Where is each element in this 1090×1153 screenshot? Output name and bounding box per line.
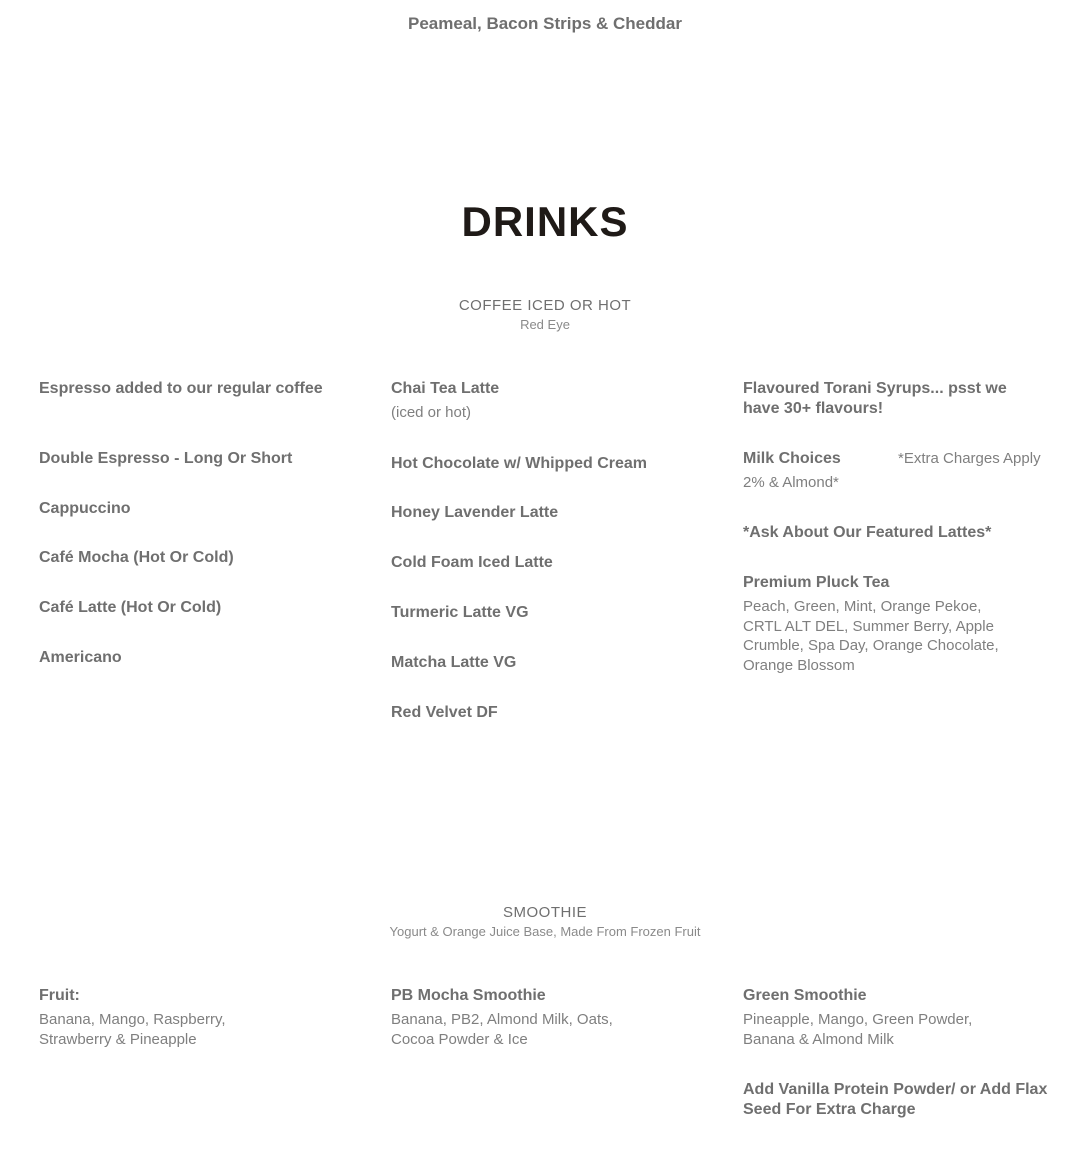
menu-item-name: Cold Foam Iced Latte xyxy=(391,554,553,571)
menu-item-name: Add Vanilla Protein Powder/ or Add Flax Seed For Extra Charge xyxy=(743,1081,1048,1118)
menu-item xyxy=(743,523,1053,573)
menu-item-name: Double Espresso - Long Or Short xyxy=(39,450,293,467)
smoothie-column-3 xyxy=(743,986,1048,1120)
menu-item-description: Banana, PB2, Almond Milk, Oats, Cocoa Powder & Ice xyxy=(391,1011,613,1048)
coffee-column-3 xyxy=(743,379,1053,675)
menu-item xyxy=(743,1080,1048,1120)
menu-item xyxy=(391,454,711,503)
menu-item xyxy=(391,603,711,653)
menu-item xyxy=(39,548,339,598)
menu-item-description: (iced or hot) xyxy=(391,404,472,421)
menu-item-description: 2% & Almond* xyxy=(743,474,839,491)
menu-item-description: Banana, Mango, Raspberry, Strawberry & Pineapple xyxy=(39,1011,226,1048)
menu-item-name: PB Mocha Smoothie xyxy=(391,987,546,1004)
menu-item xyxy=(743,379,1043,449)
menu-item xyxy=(743,573,1008,675)
menu-item-name: *Ask About Our Featured Lattes* xyxy=(743,524,992,541)
menu-item xyxy=(391,503,711,553)
menu-item-name: Espresso added to our regular coffee xyxy=(39,380,323,397)
smoothie-header xyxy=(0,903,1090,941)
menu-item xyxy=(39,648,339,668)
menu-item xyxy=(391,553,711,603)
menu-item-name: Café Latte (Hot Or Cold) xyxy=(39,599,222,616)
menu-item xyxy=(391,703,711,723)
menu-item xyxy=(743,986,1003,1080)
menu-item xyxy=(39,598,339,648)
menu-item xyxy=(39,986,269,1049)
menu-item-name: Cappuccino xyxy=(39,500,131,517)
menu-item-description: Peach, Green, Mint, Orange Pekoe, CRTL ALT DEL, Summer Berry, Apple Crumble, Spa Day, Orange Chocolate, Orange Blossom xyxy=(743,598,999,674)
menu-item xyxy=(391,379,711,454)
category-title-smoothie: SMOOTHIE xyxy=(502,904,587,921)
menu-item-name: Chai Tea Latte xyxy=(391,380,500,397)
menu-item-name: Matcha Latte VG xyxy=(391,654,517,671)
menu-item-name: Fruit: xyxy=(39,987,80,1004)
coffee-header xyxy=(0,296,1090,334)
menu-item-name: Turmeric Latte VG xyxy=(391,604,529,621)
menu-item-name: Hot Chocolate w/ Whipped Cream xyxy=(391,455,648,472)
smoothie-column-1 xyxy=(39,986,269,1049)
category-title-coffee: COFFEE ICED OR HOT xyxy=(458,297,632,314)
category-description-coffee: Red Eye xyxy=(520,317,570,332)
section-title-drinks: DRINKS xyxy=(461,198,629,245)
menu-item-name: Café Mocha (Hot Or Cold) xyxy=(39,549,234,566)
menu-item-name: Americano xyxy=(39,649,122,666)
coffee-column-1 xyxy=(39,379,339,668)
menu-item xyxy=(39,499,339,548)
menu-item-peameal: Peameal, Bacon Strips & Cheddar xyxy=(408,14,682,33)
category-description-smoothie: Yogurt & Orange Juice Base, Made From Frozen Fruit xyxy=(389,924,701,939)
menu-item-name: Flavoured Torani Syrups... psst we have 30+ flavours! xyxy=(743,380,1007,417)
smoothie-column-2 xyxy=(391,986,651,1049)
menu-item-name: Red Velvet DF xyxy=(391,704,498,721)
menu-item xyxy=(743,449,1053,523)
menu-item-description: Pineapple, Mango, Green Powder, Banana & Almond Milk xyxy=(743,1011,973,1048)
menu-item xyxy=(391,653,711,703)
coffee-column-2 xyxy=(391,379,711,723)
menu-item xyxy=(39,449,339,499)
menu-item xyxy=(39,379,339,449)
menu-item-name: Premium Pluck Tea xyxy=(743,574,890,591)
menu-item-name: Milk Choices xyxy=(743,450,841,467)
menu-item-name: Green Smoothie xyxy=(743,987,867,1004)
menu-item-name: Honey Lavender Latte xyxy=(391,504,559,521)
menu-item xyxy=(391,986,651,1049)
extra-charges-note: *Extra Charges Apply xyxy=(898,450,1041,467)
